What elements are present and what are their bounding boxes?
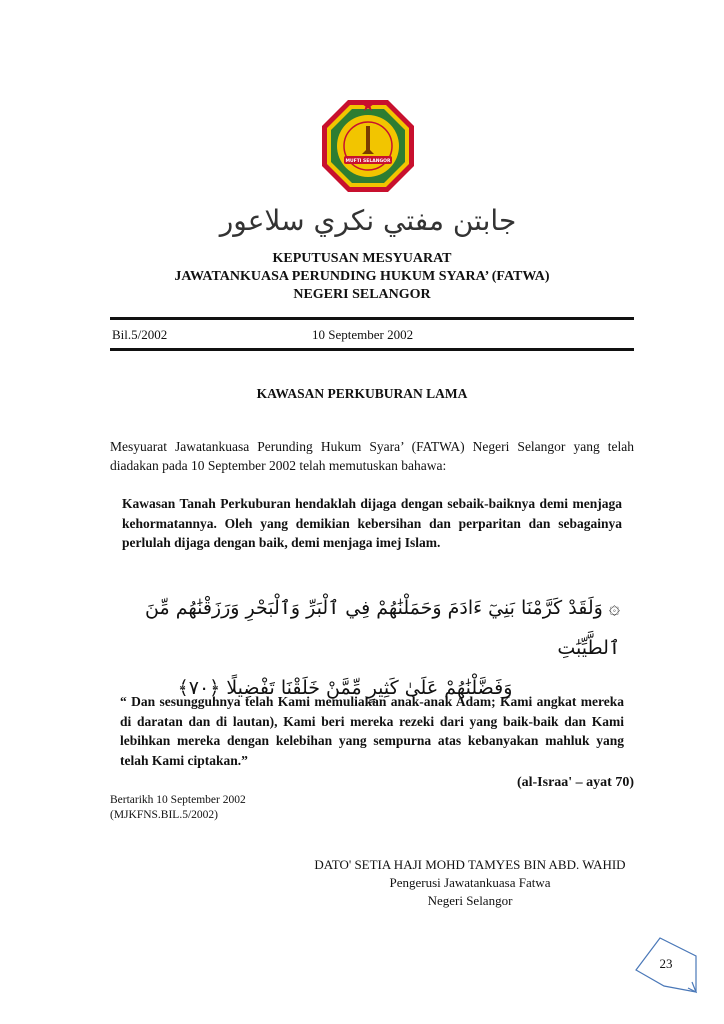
arabic-calligraphy-wordmark <box>219 196 517 242</box>
jabatan-mufti-logo <box>320 98 416 194</box>
verse-reference: (al-Israa' – ayat 70) <box>516 775 634 790</box>
decision-paragraph: Kawasan Tanah Perkuburan hendaklah dijaga dengan sebaik-baiknya demi menjaga kehormatannya. Oleh yang demikian kebersihan dan perparitan dan sebagainya perlulah dijaga dengan baik, demi menjaga imej Islam. <box>122 496 622 550</box>
quran-verse-arabic <box>130 588 620 708</box>
signatory-state: Negeri Selangor <box>427 893 513 908</box>
svg-text:جابتن مفتي نكري سلاعور: جابتن مفتي نكري سلاعور <box>219 204 517 237</box>
bottom-rule <box>110 348 634 351</box>
intro-paragraph: Mesyuarat Jawatankuasa Perunding Hukum Syara’ (FATWA) Negeri Selangor yang telah diadakan pada 10 September 2002 telah memutuskan bahawa: <box>110 439 634 473</box>
dated-block <box>110 793 246 823</box>
calligraphy-graphic <box>219 196 517 242</box>
arabic-line-1: ۞ وَلَقَدْ كَرَّمْنَا بَنِيٓ ءَادَمَ وَحَمَلْنَٰهُمْ فِي ٱلْبَرِّ وَٱلْبَحْرِ وَرَزَقْنَٰهُم مِّنَ ٱلطَّيِّبَٰتِ <box>145 597 620 659</box>
bil-number: Bil.5/2002 <box>112 327 168 342</box>
top-rule <box>110 317 634 320</box>
arabic-line-2: وَفَضَّلْنَٰهُمْ عَلَىٰ كَثِيرٍ مِّمَّنْ خَلَقْنَا تَفْضِيلًا ﴿٧٠﴾ <box>177 677 513 699</box>
verse-translation: “ Dan sesungguhnya telah Kami memuliakan anak-anak Adam; Kami angkat mereka di daratan dan di lautan), Kami beri mereka rezeki dari yang baik-baik dan Kami lebihkan mereka dengan kelebihan yang sempurna atas kebanyakan mahluk yang telah Kami ciptakan.” <box>120 694 624 768</box>
header-line-1: KEPUTUSAN MESYUARAT <box>272 251 452 266</box>
logo-banner-text: MUFTI SELANGOR <box>345 159 391 164</box>
dated-line: Bertarikh 10 September 2002 <box>110 794 246 806</box>
reference-code: (MJKFNS.BIL.5/2002) <box>110 809 218 821</box>
subject-heading: KAWASAN PERKUBURAN LAMA <box>256 386 468 401</box>
header-line-3: NEGERI SELANGOR <box>293 287 431 302</box>
page-number: 23 <box>659 956 673 971</box>
header-line-2: JAWATANKUASA PERUNDING HUKUM SYARA’ (FATWA) <box>174 269 550 284</box>
meeting-date: 10 September 2002 <box>312 327 414 342</box>
signatory-name: DATO' SETIA HAJI MOHD TAMYES BIN ABD. WAHID <box>314 857 626 872</box>
signatory-position: Pengerusi Jawatankuasa Fatwa <box>389 875 551 890</box>
